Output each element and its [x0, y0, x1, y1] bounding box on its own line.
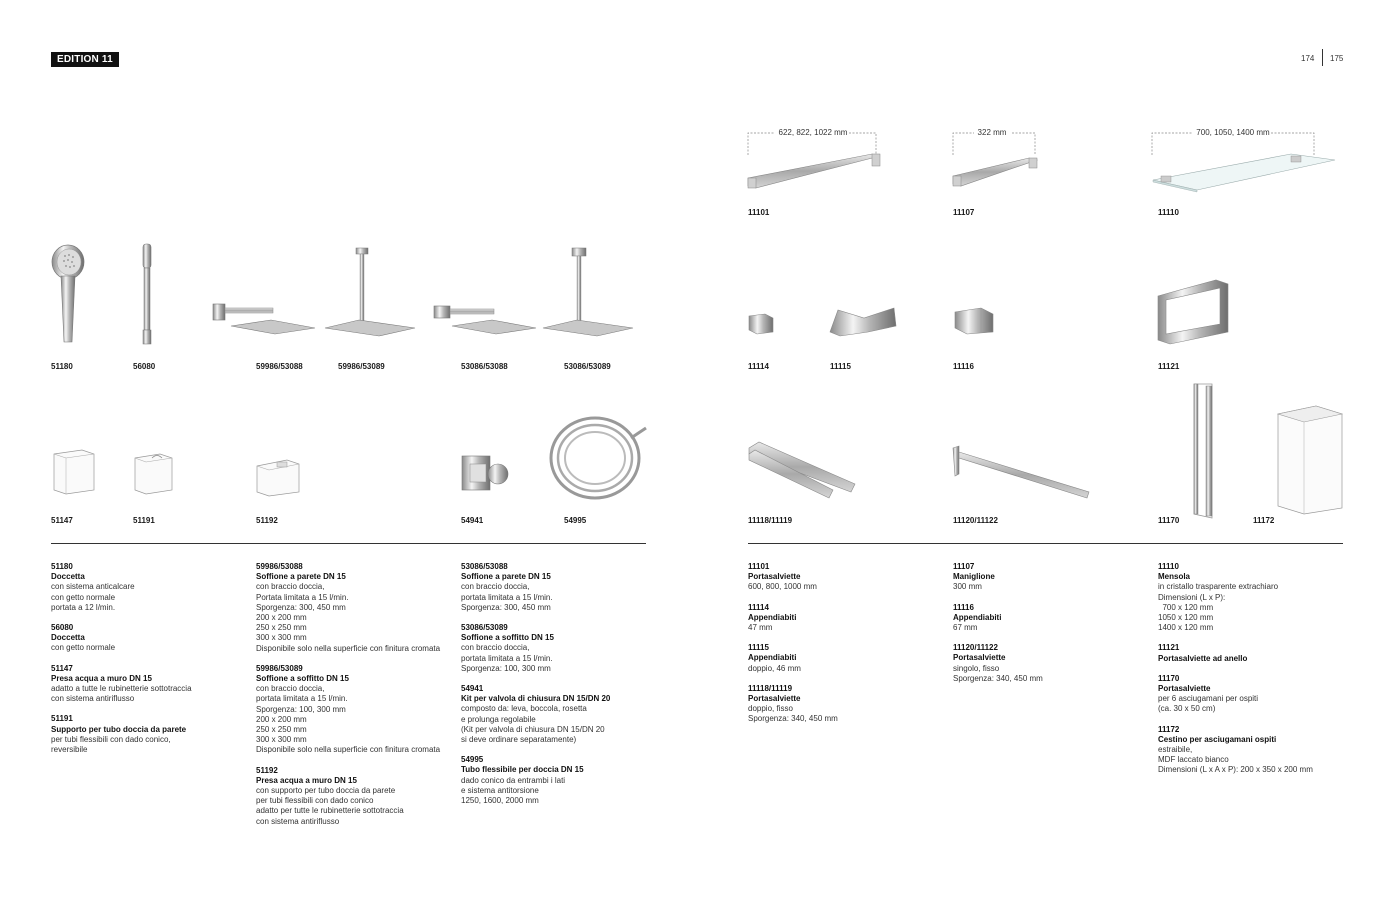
desc-53086-53089: 53086/53089 Soffione a soffitto DN 15 con braccio doccia, portata limitata a 15 l/min. Sporgenza: 100, 300 mm: [461, 623, 554, 673]
desc-11116: 11116 Appendiabiti 67 mm: [953, 602, 1002, 633]
shower-hose-54995-image: [549, 416, 649, 500]
code-11110: 11110: [1158, 208, 1179, 217]
grab-bar-11107-image: [951, 154, 1039, 192]
hook-11116-image: [953, 306, 995, 336]
double-towel-bar-11118-image: [747, 440, 859, 500]
desc-11172: 11172 Cestino per asciugamani ospiti estraibile, MDF laccato bianco Dimensioni (L x A x P): 200 x 350 x 200 mm: [1158, 724, 1313, 775]
code-11114: 11114: [748, 362, 769, 371]
desc-11120-11122: 11120/11122 Portasalviette singolo, fisso Sporgenza: 340, 450 mm: [953, 643, 1043, 683]
desc-11121: 11121 Portasalviette ad anello: [1158, 643, 1248, 663]
left-divider: [51, 543, 646, 544]
desc-11114: 11114 Appendiabiti 47 mm: [748, 602, 797, 633]
desc-53086-53088: 53086/53088 Soffione a parete DN 15 con braccio doccia, portata limitata a 15 l/min. Sporgenza: 300, 450 mm: [461, 562, 553, 612]
towel-holder-11170-image: [1188, 382, 1220, 520]
desc-51180: 51180 Doccetta con sistema anticalcare con getto normale portata a 12 l/min.: [51, 562, 135, 612]
desc-11118-11119: 11118/11119 Portasalviette doppio, fisso Sporgenza: 340, 450 mm: [748, 683, 838, 724]
hand-shower-51180-image: [50, 244, 86, 346]
stick-shower-56080-image: [139, 244, 155, 346]
right-desc-col3: [1158, 562, 1348, 786]
desc-56080: 56080 Doccetta con getto normale: [51, 623, 116, 653]
right-desc-col2: [953, 562, 1153, 694]
glass-shelf-11110-image: [1151, 150, 1337, 196]
hose-holder-51191-image: [132, 452, 174, 496]
valve-kit-54941-image: [460, 452, 510, 494]
desc-11107: 11107 Maniglione 300 mm: [953, 562, 995, 592]
code-11170: 11170: [1158, 516, 1180, 525]
code-11115: 11115: [830, 362, 851, 371]
code-59986-53088: 59986/53088: [256, 362, 303, 371]
dimension-label-11101: 622, 822, 1022 mm: [778, 128, 848, 137]
wall-outlet-51192-image: [255, 458, 301, 498]
towel-ring-11121-image: [1156, 278, 1232, 346]
desc-11170: 11170 Portasalviette per 6 asciugamani per ospiti (ca. 30 x 50 cm): [1158, 673, 1259, 714]
desc-11110: 11110 Mensola in cristallo trasparente extrachiaro Dimensioni (L x P): 700 x 120 mm 1050 x 120 mm 1400 x 120 mm: [1158, 562, 1279, 633]
hook-11114-image: [747, 312, 775, 336]
code-11116: 11116: [953, 362, 974, 371]
desc-54995: 54995 Tubo flessibile per doccia DN 15 dado conico da entrambi i lati e sistema antitorsione 1250, 1600, 2000 mm: [461, 755, 584, 806]
dimension-label-11107: 322 mm: [977, 128, 1007, 137]
wall-outlet-51147-image: [50, 448, 96, 496]
code-51192: 51192: [256, 516, 278, 525]
code-11172: 11172: [1253, 516, 1275, 525]
desc-51192: 51192 Presa acqua a muro DN 15 con supporto per tubo doccia da parete per tubi flessibili con dado conico adatto per tutte le rubinetterie sottotraccia con sistema antiriflusso: [256, 765, 404, 826]
towel-bar-11101-image: [746, 150, 882, 194]
dimension-label-11110: 700, 1050, 1400 mm: [1196, 128, 1270, 137]
code-11120-11122: 11120/11122: [953, 516, 998, 525]
code-53086-53088: 53086/53088: [461, 362, 508, 371]
towel-bar-11120-image: [951, 444, 1091, 500]
desc-54941: 54941 Kit per valvola di chiusura DN 15/DN 20 composto da: leva, boccola, rosetta e prolunga regolabile (Kit per valvola di chiusura DN 15/DN 20 si deve ordinare separatamente): [461, 684, 611, 745]
ceiling-shower-53086-53089-image: [543, 248, 637, 336]
code-11118-11119: 11118/11119: [748, 516, 793, 525]
code-56080: 56080: [133, 362, 156, 371]
code-11107: 11107: [953, 208, 975, 217]
code-59986-53089: 59986/53089: [338, 362, 385, 371]
code-53086-53089: 53086/53089: [564, 362, 611, 371]
left-desc-col3: [461, 562, 661, 816]
left-desc-col1: [51, 562, 251, 765]
desc-59986-53089: 59986/53089 Soffione a soffitto DN 15 con braccio doccia, portata limitata a 15 l/min. Sporgenza: 100, 300 mm 200 x 200 mm 250 x 250 mm 300 x 300 mm Disponibile solo nella superficie con finitura cromata: [256, 663, 441, 755]
desc-11115: 11115 Appendiabiti doppio, 46 mm: [748, 643, 801, 673]
right-divider: [748, 543, 1343, 544]
wall-shower-53086-53088-image: [432, 298, 538, 336]
code-11101: 11101: [748, 208, 770, 217]
code-51147: 51147: [51, 516, 73, 525]
page-separator: [1322, 49, 1323, 66]
desc-11101: 11101 Portasalviette 600, 800, 1000 mm: [748, 562, 817, 592]
edition-badge: EDITION 11: [51, 52, 119, 67]
code-54995: 54995: [564, 516, 587, 525]
double-hook-11115-image: [828, 304, 898, 338]
page-number-left: 174: [1301, 54, 1315, 63]
code-51191: 51191: [133, 516, 155, 525]
code-51180: 51180: [51, 362, 73, 371]
page-number-right: 175: [1330, 54, 1344, 63]
left-desc-col2: [256, 562, 456, 837]
ceiling-shower-59986-53089-image: [325, 248, 419, 336]
right-desc-col1: [748, 562, 948, 735]
wall-shower-59986-53088-image: [211, 298, 317, 336]
code-54941: 54941: [461, 516, 484, 525]
towel-basket-11172-image: [1276, 404, 1344, 516]
desc-59986-53088: 59986/53088 Soffione a parete DN 15 con braccio doccia, Portata limitata a 15 l/min. Sporgenza: 300, 450 mm 200 x 200 mm 250 x 250 mm 300 x 300 mm Disponibile solo nella superficie con finitura cromata: [256, 562, 441, 653]
code-11121: 11121: [1158, 362, 1180, 371]
desc-51147: 51147 Presa acqua a muro DN 15 adatto a tutte le rubinetterie sottotraccia con sistema antiriflusso: [51, 663, 192, 704]
desc-51191: 51191 Supporto per tubo doccia da parete per tubi flessibili con dado conico, reversibile: [51, 714, 187, 755]
